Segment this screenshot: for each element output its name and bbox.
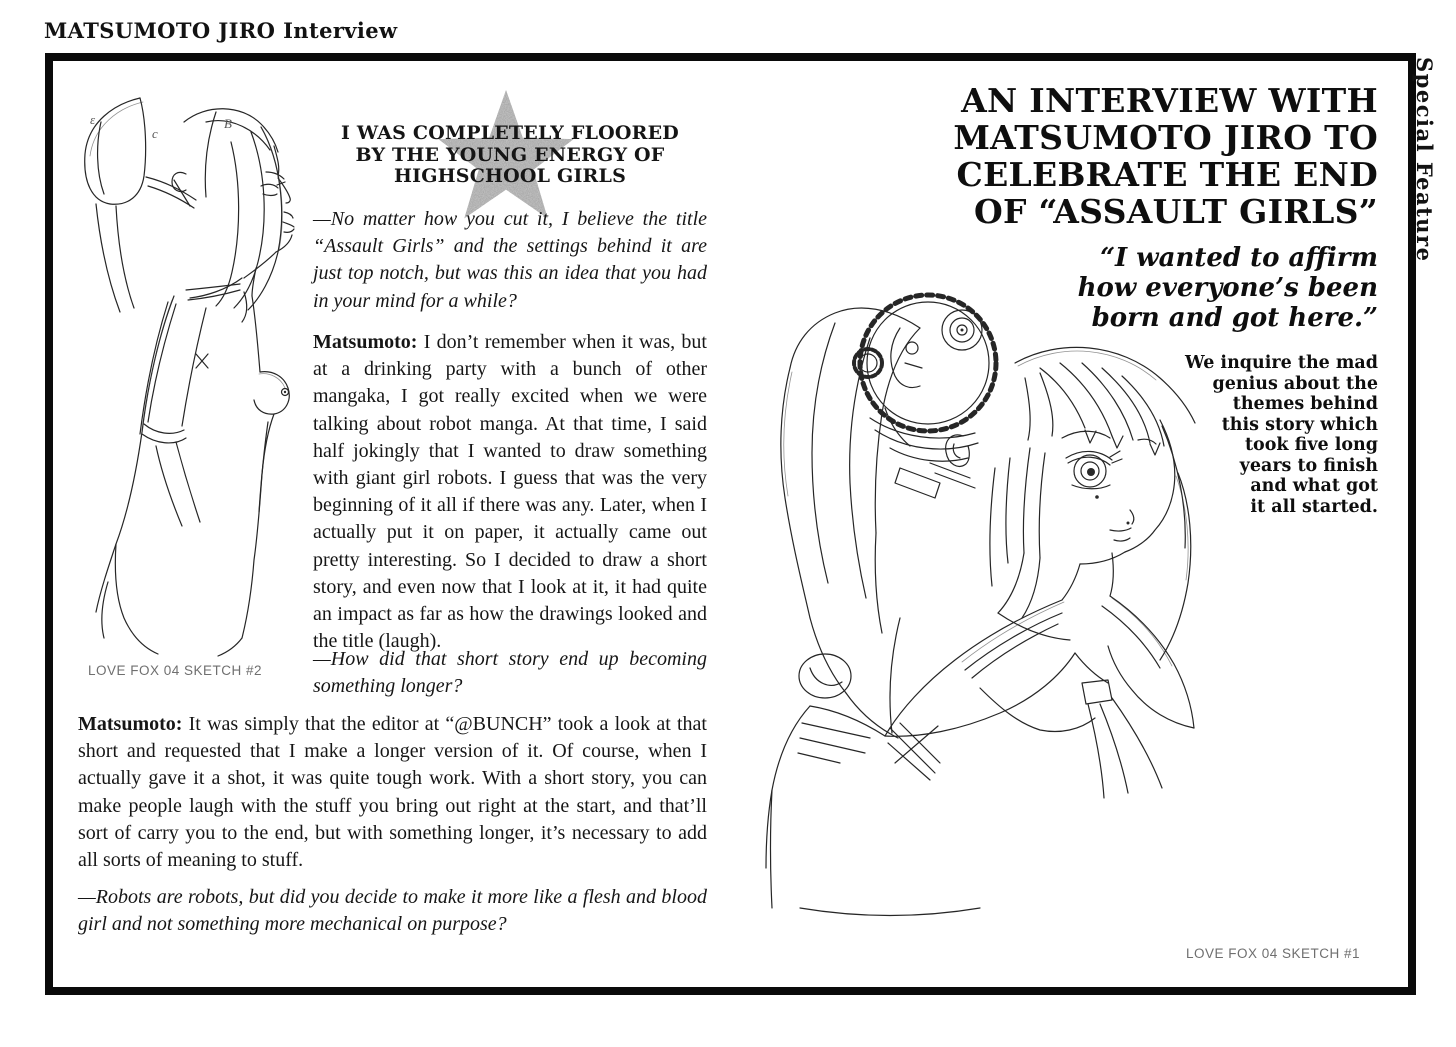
answer-text: It was simply that the editor at “@BUNCH” took a look at that short and requested that I make a longer version of it. Of course, when I actually gave it a shot, it was quite tough work. With a short story, you can make people laugh with the stuff you bring out right at the start, and that’ll sort of carry you to the end, but with something longer, it’s necessary to add all sorts of meaning to stuff. bbox=[78, 713, 707, 872]
interview-answer-1 bbox=[313, 329, 707, 655]
sketch-annotation: c bbox=[152, 126, 158, 141]
interview-question-3: —Robots are robots, but did you decide to make it more like a flesh and blood girl and not something more mechanical on purpose? bbox=[78, 886, 707, 936]
headline-line: CELEBRATE THE END bbox=[956, 155, 1378, 194]
left-sketch-image bbox=[56, 82, 320, 660]
sketch-annotation: ε bbox=[90, 112, 96, 127]
answer-text: I don’t remember when it was, but at a drinking party with a bunch of other mangaka, I got really excited when we were talking about robot manga. At that time, I said half jokingly that I wanted to draw something with giant girl robots. I guess that was the very beginning of it all if there was any. Later, when I actually put it on paper, it actually came out pretty interesting. So I decided to draw a short story, and even now that I look at it, it had quite an impact as far as how the drawings looked and the title (laugh). bbox=[313, 331, 707, 653]
pull-quote-line: how everyone’s been bbox=[1077, 273, 1378, 303]
speaker-label: Matsumoto: bbox=[78, 713, 183, 735]
intro-line: it all started. bbox=[1250, 496, 1378, 517]
intro-line: years to finish bbox=[1239, 455, 1378, 476]
headline-line: AN INTERVIEW WITH bbox=[961, 81, 1378, 120]
section-heading bbox=[328, 123, 692, 188]
speaker-label: Matsumoto: bbox=[313, 331, 418, 353]
section-heading-line: HIGHSCHOOL GIRLS bbox=[393, 165, 627, 187]
page-title: MATSUMOTO JIRO Interview bbox=[44, 18, 398, 43]
pull-quote-line: born and got here.” bbox=[1091, 303, 1378, 333]
interview-question-1: —No matter how you cut it, I believe the title “Assault Girls” and the settings behind it are just top notch, but was this an idea that you had in your mind for a while? bbox=[313, 208, 707, 312]
pull-quote bbox=[948, 243, 1378, 333]
intro-line: took five long bbox=[1244, 435, 1378, 455]
sketch-annotation: B bbox=[224, 116, 232, 131]
right-sketch-caption: LOVE FOX 04 SKETCH #1 bbox=[1186, 946, 1361, 961]
headline-line: OF “ASSAULT GIRLS” bbox=[973, 192, 1378, 231]
interview-answer-2 bbox=[78, 711, 707, 874]
intro-line: themes behind bbox=[1232, 394, 1378, 414]
left-sketch-caption: LOVE FOX 04 SKETCH #2 bbox=[88, 663, 263, 678]
intro-line: and what got bbox=[1250, 476, 1378, 496]
special-feature-label: Special Feature bbox=[1412, 57, 1437, 263]
section-heading-line: I WAS COMPLETELY FLOORED bbox=[341, 122, 679, 144]
article-intro bbox=[1108, 353, 1378, 517]
section-heading-line: BY THE YOUNG ENERGY OF bbox=[355, 143, 665, 166]
article-headline bbox=[878, 82, 1378, 230]
pull-quote-line: “I wanted to affirm bbox=[1100, 243, 1378, 273]
intro-line: this story which bbox=[1221, 414, 1378, 435]
interview-question-2: —How did that short story end up becoming something longer? bbox=[313, 648, 707, 698]
headline-line: MATSUMOTO JIRO TO bbox=[953, 118, 1378, 157]
intro-line: genius about the bbox=[1212, 373, 1378, 394]
intro-line: We inquire the mad bbox=[1184, 353, 1378, 373]
